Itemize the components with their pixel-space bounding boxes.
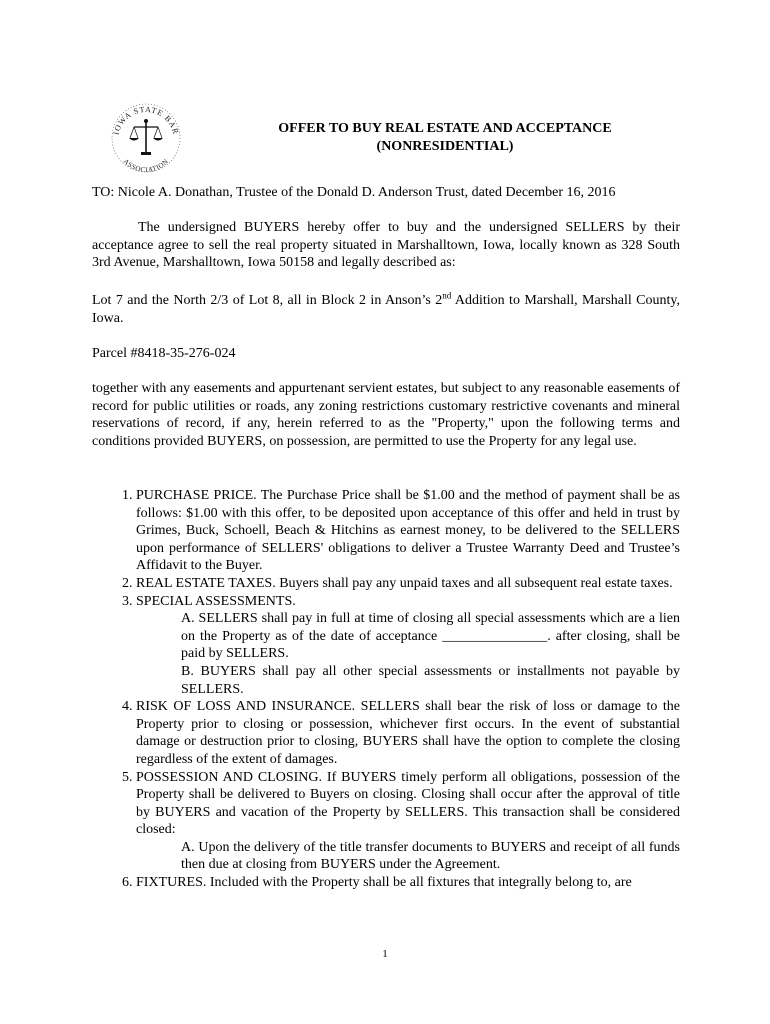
term-item bbox=[136, 575, 680, 593]
legal-description-text: Lot 7 and the North 2/3 of Lot 8, all in Block 2 in Anson’s 2 bbox=[92, 293, 443, 308]
ordinal-suffix: nd bbox=[442, 290, 452, 301]
term-subclause: A. Upon the delivery of the title transfer documents to BUYERS and receipt of all funds then due at closing from BUYERS under the Agreement. bbox=[181, 839, 680, 873]
terms-preamble-paragraph: together with any easements and appurtenant servient estates, but subject to any reasonable easements of record for public utilities or roads, any zoning restrictions customary restrictive covenants and mineral reservations of record, if any, herein referred to as the "Property," upon the following terms and conditions provided BUYERS, on possession, are permitted to use the Property for any legal use. bbox=[92, 381, 680, 449]
term-text: 3. SPECIAL ASSESSMENTS. bbox=[136, 593, 296, 609]
term-text: PURCHASE PRICE. The Purchase Price shall be $1.00 and the method of payment shall be as follows: $1.00 with this offer, to be deposited upon acceptance of this offer and held in trust by Grimes, Buck, Schoell, Beach & Hitchins as earnest money, to be delivered to the SELLERS upon performance of SELLERS' obligations to deliver a Trustee Warranty Deed and Trustee’s Affidavit to the Buyer. bbox=[136, 488, 680, 574]
term-text: FIXTURES. Included with the Property shall be all fixtures that integrally belong to, are bbox=[136, 875, 632, 891]
term-text: RISK OF LOSS AND INSURANCE. SELLERS shall bear the risk of loss or damage to the Property prior to closing or possession, whichever first occurs. In the event of substantial damage or destruction prior to closing, BUYERS shall have the option to complete the closing regardless of the extent of damages. bbox=[136, 699, 680, 767]
parcel-number: Parcel #8418-35-276-024 bbox=[92, 346, 236, 361]
term-text: 5. POSSESSION AND CLOSING. If BUYERS timely perform all obligations, possession of the Property shall be delivered to Buyers on closing. Closing shall occur after the approval of title by BUYERS and vacation of the Property by SELLERS. This transaction shall be considered closed: bbox=[136, 769, 680, 838]
document-subtitle: (NONRESIDENTIAL) bbox=[376, 139, 514, 154]
page-number: 1 bbox=[382, 948, 388, 960]
svg-text:IOWA STATE BAR: IOWA STATE BAR bbox=[111, 104, 181, 136]
term-item bbox=[136, 698, 680, 768]
legal-description-text-end: Addition to Marshall, Marshall County, Iowa. bbox=[92, 293, 680, 326]
intro-paragraph: The undersigned BUYERS hereby offer to buy and the undersigned SELLERS by their acceptance agree to sell the real property situated in Marshalltown, Iowa, locally known as 328 South 3rd Avenue, Marshalltown, Iowa 50158 and legally described as: bbox=[92, 220, 680, 271]
svg-text:ASSOCIATION: ASSOCIATION bbox=[121, 157, 171, 175]
term-item bbox=[136, 874, 680, 892]
document-title: OFFER TO BUY REAL ESTATE AND ACCEPTANCE bbox=[278, 121, 612, 136]
term-item bbox=[136, 769, 680, 875]
term-item bbox=[136, 487, 680, 575]
term-text: REAL ESTATE TAXES. Buyers shall pay any unpaid taxes and all subsequent real estate taxes. bbox=[136, 575, 673, 591]
iowa-state-bar-seal-logo bbox=[104, 96, 188, 176]
term-item bbox=[136, 593, 680, 699]
terms-list bbox=[92, 487, 680, 892]
addressee-line: TO: Nicole A. Donathan, Trustee of the Donald D. Anderson Trust, dated December 16, 2016 bbox=[92, 185, 616, 200]
legal-description bbox=[92, 292, 680, 327]
term-subclause: B. BUYERS shall pay all other special assessments or installments not payable by SELLERS. bbox=[181, 663, 680, 697]
term-subclause: A. SELLERS shall pay in full at time of closing all special assessments which are a lien on the Property as of the date of acceptance _______________. after closing, shall be paid by SELLERS. bbox=[181, 611, 680, 662]
